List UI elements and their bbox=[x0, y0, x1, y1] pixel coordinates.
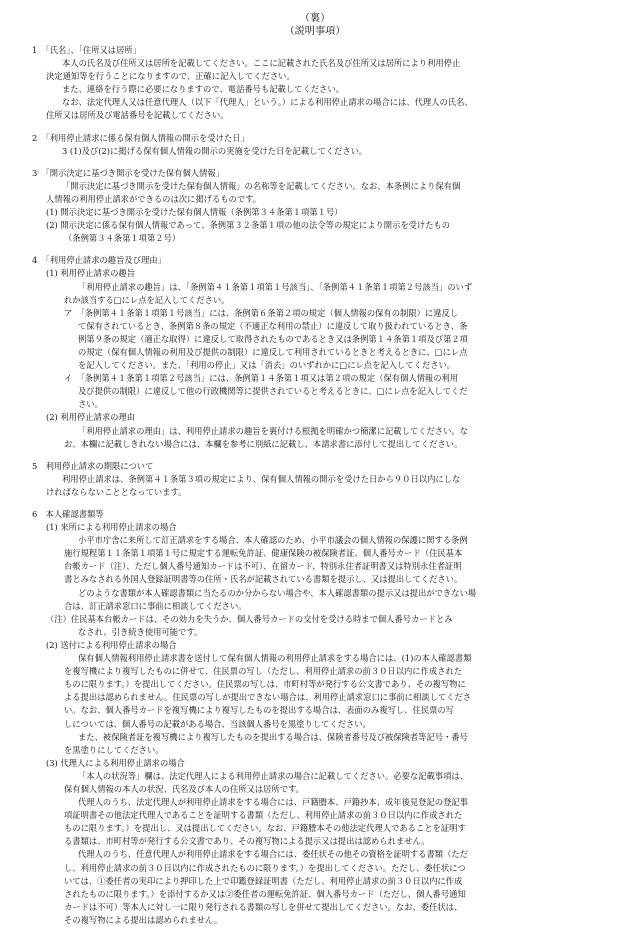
text-line: 2 「利用停止請求に係る保有個人情報の開示を受けた日」 bbox=[32, 132, 249, 143]
text-line: ものに限ります。）を提出し、又は提出してください。なお、戸籍謄本その他法定代理人であることを証明す bbox=[64, 823, 466, 834]
text-line: （条例第３４条第１項第２号） bbox=[64, 233, 181, 244]
text-line: 及び提供の制限）に違反して他の行政機関等に提供されていると考えるときに、□にレ点を記入してくだ bbox=[78, 386, 468, 397]
text-line: 人情報の利用停止請求ができるのは次に掲げるものです。 bbox=[46, 193, 262, 204]
document-body bbox=[18, 44, 612, 927]
text-line: お、本欄に記載しきれない場合には、本欄を参考に別紙に記載し、本請求書に添付して提出してください。 bbox=[64, 438, 463, 449]
text-line: その複写物による提出は認められません。 bbox=[64, 914, 223, 925]
section-spacer bbox=[18, 499, 612, 508]
text-line: 小平市庁舎に来所して訂正請求をする場合、本人確認のため、小平市議会の個人情報の保護に関する条例 bbox=[78, 535, 468, 546]
text-line: 利用停止請求は、条例第４１条第３項の規定により、保有個人情報の開示を受けた日から９０日以内にしな bbox=[62, 473, 461, 484]
page-side-label: （裏） bbox=[299, 13, 331, 24]
text-line: 代理人のうち、任意代理人が利用停止請求をする場合には、委任状その他その資格を証明する書類（ただ bbox=[78, 849, 468, 860]
text-line: なお、法定代理人又は任意代理人（以下「代理人」という。）による利用停止請求の場合には、代理人の氏名、 bbox=[62, 97, 473, 108]
text-line: されたものに限ります。）を添付するか又は②委任者の運転免許証、個人番号カード（ただし、個人番号通知 bbox=[64, 888, 466, 899]
text-line: る書類は、市町村等が発行する公文書であり、その複写物による提示又は提出は認められません。 bbox=[64, 836, 430, 847]
text-line: ものに限ります。）を提出してください。住民票の写しは、市町村等が発行する公文書であり、その複写物に bbox=[64, 679, 466, 690]
text-line: を複写機により複写したものに併せて、住民票の写し（ただし、利用停止請求の前３０日以内に作成された bbox=[64, 666, 463, 677]
text-line: を黒塗りにしてください。 bbox=[64, 744, 164, 755]
text-line: さい。 bbox=[78, 399, 103, 410]
text-line: 代理人のうち、法定代理人が利用停止請求をする場合には、戸籍謄本、戸籍抄本、成年後見登記の登記事 bbox=[78, 797, 468, 808]
text-line: 合は、訂正請求窓口に事前に相談してください。 bbox=[64, 600, 247, 611]
text-line: 「利用停止請求の趣旨」は、「条例第４１条第１項第１号該当」、「条例第４１条第１項第２号該当」のいず bbox=[78, 281, 473, 292]
text-line: (1) 開示決定に基づき開示を受けた保有個人情報（条例第３４条第１項第１号） bbox=[46, 207, 343, 218]
text-line: イ 「条例第４１条第１項第２号該当」には、条例第１４条第１項又は第２項の規定（保有個人情報の利用 bbox=[64, 373, 459, 384]
text-line: 「本人の状況等」欄は、法定代理人による利用停止請求の場合に記載してください。必要な記載事項は、 bbox=[78, 770, 468, 781]
text-line: 台帳カード（注）、ただし個人番号通知カードは不可）、在留カード、特別永住者証明書又は特別永住者証明 bbox=[64, 561, 462, 572]
text-line: (2) 利用停止請求の理由 bbox=[46, 412, 136, 423]
text-line: カードは不可）等本人に対し一に限り発行される書類の写しを併せて提出してください。なお、委任状は、 bbox=[64, 901, 463, 912]
text-line: （注）住民基本台帳カードは、その効力を失うか、個人番号カードの交付を受ける時まで個人番号カードとみ bbox=[46, 613, 453, 624]
text-line: 項証明書その他法定代理人であることを証明する書類（ただし、利用停止請求の前３０日以内に作成された bbox=[64, 810, 463, 821]
text-line: 書とみなされる外国人登録証明書等の住所・氏名が記載されている書類を提示し、又は提出してください。 bbox=[64, 574, 463, 585]
text-line: 3 「開示決定に基づき開示を受けた保有個人情報」 bbox=[32, 167, 224, 178]
text-line: (3) 代理人による利用停止請求の場合 bbox=[46, 757, 185, 768]
text-line: よる提出は認められません。住民票の写しが提出できない場合は、利用停止請求窓口に事前に相談してくださ bbox=[64, 692, 472, 703]
text-line: 「利用停止請求の理由」は、利用停止請求の趣旨を裏付ける根拠を明確かつ簡潔に記載してください。な bbox=[78, 425, 468, 436]
text-line: しについては、個人番号の記載がある場合、当該個人番号を黒塗りしてください。 bbox=[64, 718, 371, 729]
text-line: ア 「条例第４１条第１項第１号該当」には、条例第６条第２項の規定（個人情報の保有の制限）に違反し bbox=[64, 307, 459, 318]
text-line: れか該当する□にレ点を記入してください。 bbox=[64, 294, 230, 305]
text-line: を記入してください。また、「利用の停止」又は「消去」のいずれかに□にレ点を記入してください。 bbox=[78, 360, 456, 371]
section-spacer bbox=[18, 123, 612, 132]
text-line: 保有個人情報の本人の状況、氏名及び本人の住所又は居所です。 bbox=[64, 783, 304, 794]
text-line: どのような書類が本人確認書類に当たるのか分からない場合や、本人確認書類の提示又は提出ができない場 bbox=[78, 587, 477, 598]
text-line: の規定（保有個人情報の利用及び提供の制限）に違反して利用されているときと考えるときに、□にレ点 bbox=[78, 346, 468, 357]
text-line: なされ、引き続き使用可能です。 bbox=[78, 626, 203, 637]
text-line: また、連絡を行う際に必要になりますので、電話番号も記載してください。 bbox=[62, 84, 344, 95]
text-line: ければならないこととなっています。 bbox=[46, 486, 187, 497]
text-line: い。なお、個人番号カードを複写機により複写したものを提出する場合は、表面のみ複写し、住民票の写 bbox=[64, 705, 454, 716]
text-line: 4 「利用停止請求の趣旨及び理由」 bbox=[32, 255, 166, 266]
text-line: て保有されているとき、条例第８条の規定（不適正な利用の禁止）に違反して取り扱われているとき、条 bbox=[78, 320, 468, 331]
text-line: 5 利用停止請求の期限について bbox=[32, 460, 154, 471]
section-spacer bbox=[18, 158, 612, 167]
text-line: また、被保険者証を複写機により複写したものを提出する場合は、保険者番号及び被保険者等記号・番号 bbox=[78, 731, 468, 742]
text-line: 本人の氏名及び住所又は居所を記載してください。ここに記載された氏名及び住所又は居所により利用停止 bbox=[62, 58, 461, 69]
text-line: (2) 送付による利用停止請求の場合 bbox=[46, 639, 177, 650]
text-line: 6 本人確認書類等 bbox=[32, 509, 104, 519]
text-line: (2) 開示決定に係る保有個人情報であって、条例第３２条第１項の他の法令等の規定により開示を受けたもの bbox=[46, 220, 451, 231]
text-line: 施行規程第１１条第１項第１号に規定する運転免許証、健康保険の被保険者証、個人番号カード（住民基本 bbox=[64, 548, 463, 559]
text-line: (1) 利用停止請求の趣旨 bbox=[46, 268, 136, 279]
text-line: 「開示決定に基づき開示を受けた保有個人情報」の名称等を記載してください。なお、本条例により保有個 bbox=[62, 180, 461, 191]
section-spacer bbox=[18, 451, 612, 460]
page-title: （説明事項） bbox=[284, 26, 346, 37]
text-line: 決定通知等を行うことになりますので、正確に記入してください。 bbox=[46, 71, 295, 82]
text-line: し、利用停止請求の前３０日以内に作成されたものに限ります。）を提出してください。ただし、委任状につ bbox=[64, 862, 466, 873]
text-line: 保有個人情報利用停止請求書を送付して保有個人情報の利用停止請求をする場合には、(1)の本人確認書類 bbox=[78, 653, 472, 664]
text-line: 住所又は居所及び電話番号を記載してください。 bbox=[46, 110, 229, 121]
text-line: (1) 来所による利用停止請求の場合 bbox=[46, 522, 177, 533]
section-spacer bbox=[18, 245, 612, 254]
text-line: 1 「氏名」、「住所又は居所」 bbox=[32, 45, 141, 55]
text-line: 例第９条の規定（適正な取得）に違反して取得されたものであるとき又は条例第１４条第１項及び第２項 bbox=[78, 333, 468, 344]
text-line: 3 (1)及び(2)に掲げる保有個人情報の開示の実施を受けた日を記載してください。 bbox=[62, 145, 368, 156]
text-line: いては、①委任者の実印により押印した上で印鑑登録証明書（ただし、利用停止請求の前３０日以内に作成 bbox=[64, 875, 463, 886]
